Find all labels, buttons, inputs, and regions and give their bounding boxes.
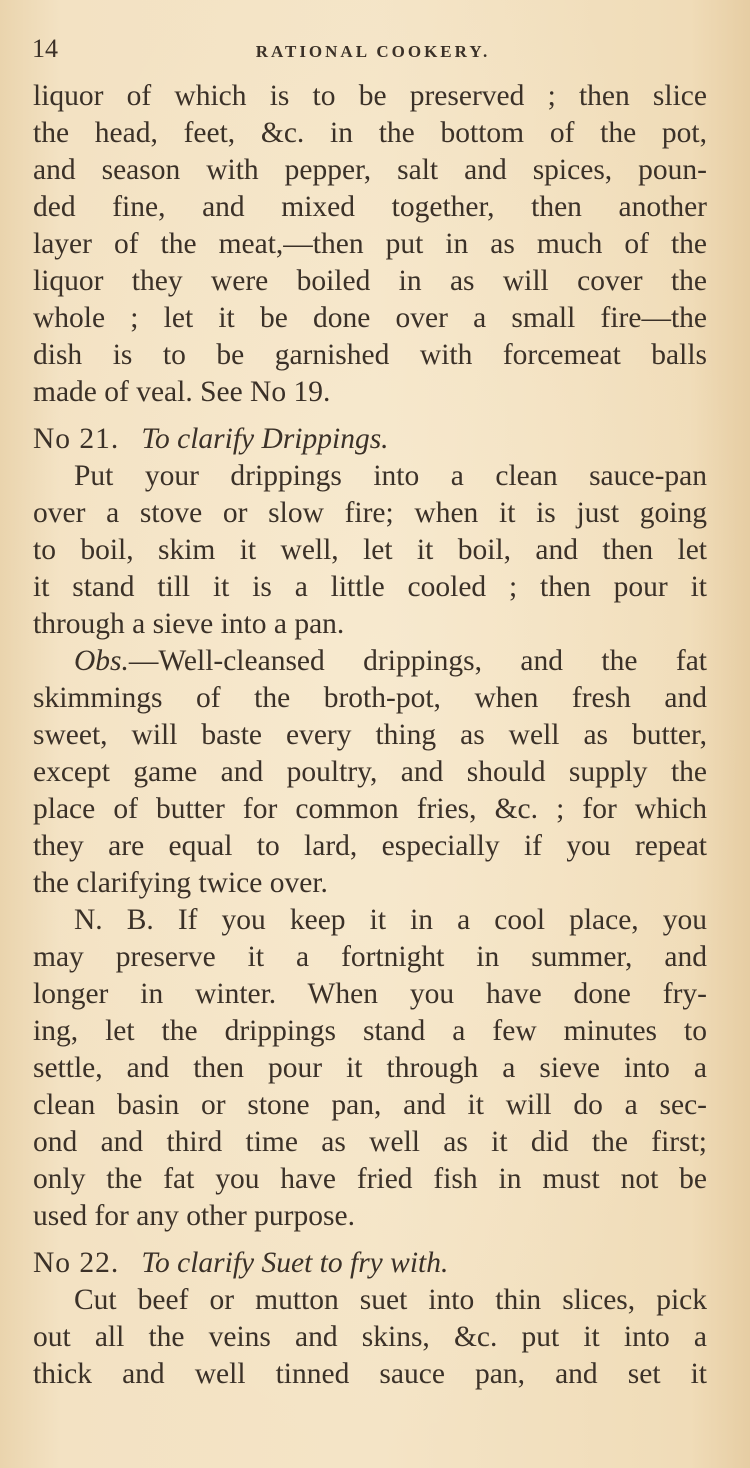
text-line: dish is to be garnished with forcemeat balls — [33, 339, 707, 371]
running-title: RATIONAL COOKERY. — [255, 42, 491, 61]
text-line: and season with pepper, salt and spices, poun- — [33, 154, 707, 186]
text-line: whole ; let it be done over a small fire—the — [33, 302, 707, 334]
page-body — [33, 78, 707, 1393]
text-line: only the fat you have fried fish in must not be — [33, 1163, 707, 1195]
text-line: ded fine, and mixed together, then another — [33, 191, 707, 223]
text-line: may preserve it a fortnight in summer, and — [33, 941, 707, 973]
text-line: it stand till it is a little cooled ; then pour it — [33, 571, 707, 603]
text-line: ing, let the drippings stand a few minutes to — [33, 1015, 707, 1047]
text-line: except game and poultry, and should supply the — [33, 756, 707, 788]
obs-label: Obs. — [74, 645, 129, 677]
text-line: Put your drippings into a clean sauce-pan — [74, 460, 707, 492]
text-line: place of butter for common fries, &c. ; for which — [33, 793, 707, 825]
text-line: the clarifying twice over. — [33, 867, 328, 899]
text-line: longer in winter. When you have done fry- — [33, 978, 707, 1010]
recipe-number: No 21. — [33, 423, 120, 455]
text-line: Cut beef or mutton suet into thin slices, pick — [74, 1284, 707, 1316]
text-line: liquor of which is to be preserved ; then slice — [33, 80, 707, 112]
text-line: skimmings of the broth-pot, when fresh and — [33, 682, 707, 714]
page-number: 14 — [32, 34, 58, 63]
text-line: over a stove or slow fire; when it is just going — [33, 497, 707, 529]
obs-line — [33, 643, 707, 680]
obs-text: —Well-cleansed drippings, and the fat — [128, 645, 707, 677]
text-line: they are equal to lard, especially if you repeat — [33, 830, 707, 862]
text-line: used for any other purpose. — [33, 1200, 355, 1232]
recipe-title: To clarify Suet to fry with. — [141, 1247, 449, 1279]
page-header — [32, 34, 714, 74]
text-line: clean basin or stone pan, and it will do a sec- — [33, 1089, 707, 1121]
text-line: settle, and then pour it through a sieve into a — [33, 1052, 707, 1084]
recipe-number: No 22. — [33, 1247, 120, 1279]
text-line: to boil, skim it well, let it boil, and then let — [33, 534, 707, 566]
recipe-title: To clarify Drippings. — [141, 423, 389, 455]
recipe-heading — [33, 421, 707, 458]
text-line: N. B. If you keep it in a cool place, you — [74, 904, 707, 936]
text-line: the head, feet, &c. in the bottom of the pot, — [33, 117, 707, 149]
text-line: through a sieve into a pan. — [33, 608, 345, 640]
text-line: sweet, will baste every thing as well as butter, — [33, 719, 707, 751]
text-line: layer of the meat,—then put in as much of the — [33, 228, 707, 260]
text-line: liquor they were boiled in as will cover the — [33, 265, 707, 297]
text-line: thick and well tinned sauce pan, and set it — [33, 1358, 707, 1390]
text-line: made of veal. See No 19. — [33, 376, 331, 408]
text-line: out all the veins and skins, &c. put it into a — [33, 1321, 707, 1353]
text-line: ond and third time as well as it did the first; — [33, 1126, 707, 1158]
recipe-heading — [33, 1245, 707, 1282]
